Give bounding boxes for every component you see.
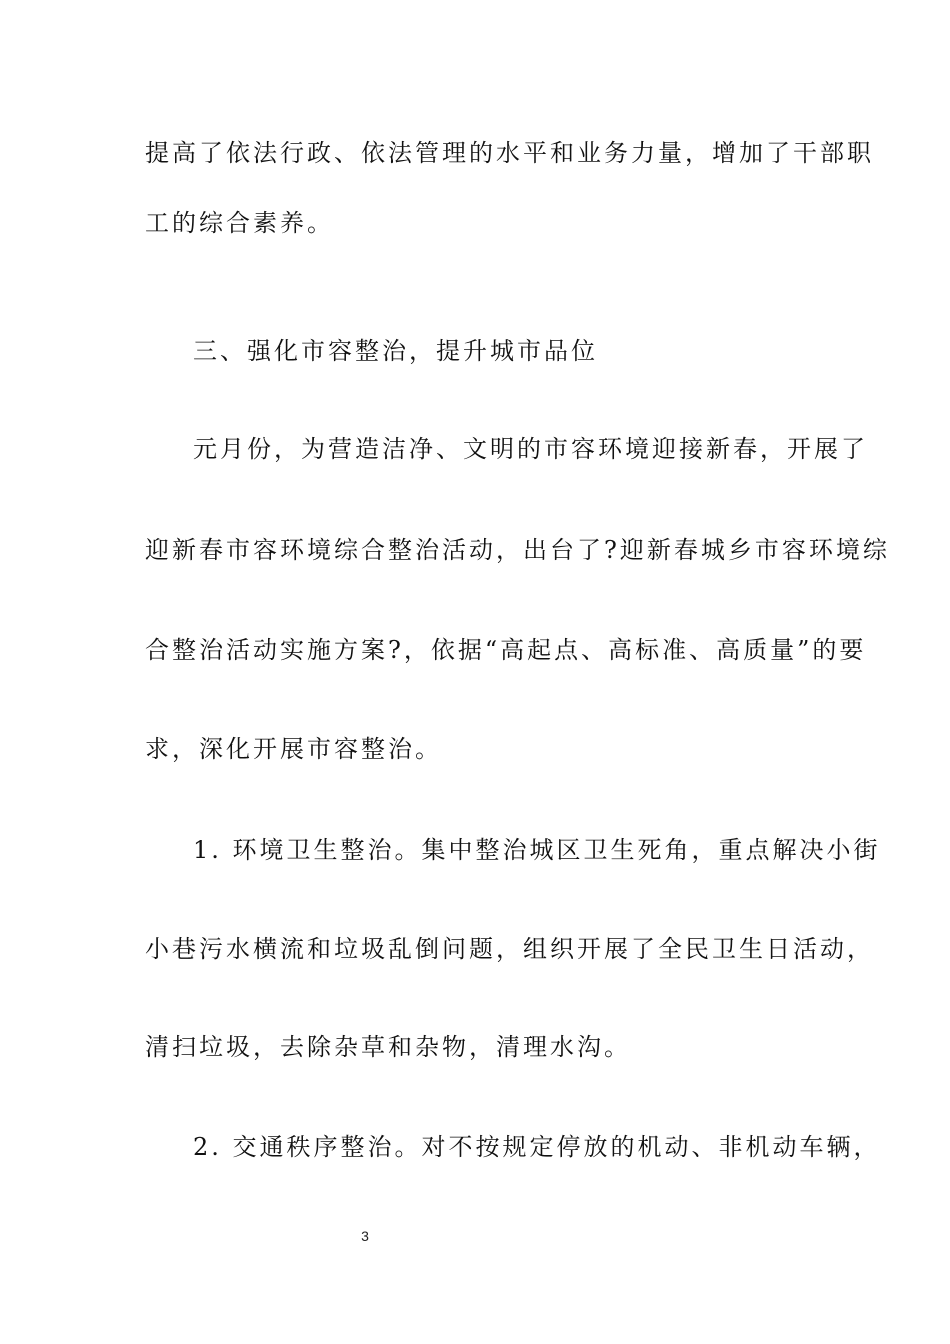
body-text-line: 提高了依法行政、依法管理的水平和业务力量，增加了干部职 (145, 139, 874, 167)
section-heading: 三、强化市容整治，提升城市品位 (193, 337, 598, 365)
body-text-line: 小巷污水横流和垃圾乱倒问题，组织开展了全民卫生日活动， (145, 935, 874, 963)
numbered-item-line: 2. 交通秩序整治。对不按规定停放的机动、非机动车辆， (193, 1133, 881, 1161)
body-text-line: 清扫垃圾，去除杂草和杂物，清理水沟。 (145, 1033, 631, 1061)
body-text-line: 求，深化开展市容整治。 (145, 735, 442, 763)
body-text-line: 工的综合素养。 (145, 209, 334, 237)
page-number: 3 (361, 1228, 369, 1244)
body-text-line: 元月份，为营造洁净、文明的市容环境迎接新春，开展了 (193, 435, 868, 463)
body-text-line: 合整治活动实施方案?，依据“高起点、高标准、高质量”的要 (145, 636, 867, 664)
body-text-line: 迎新春市容环境综合整治活动，出台了?迎新春城乡市容环境综 (145, 536, 890, 564)
numbered-item-line: 1. 环境卫生整治。集中整治城区卫生死角，重点解决小街 (193, 836, 881, 864)
